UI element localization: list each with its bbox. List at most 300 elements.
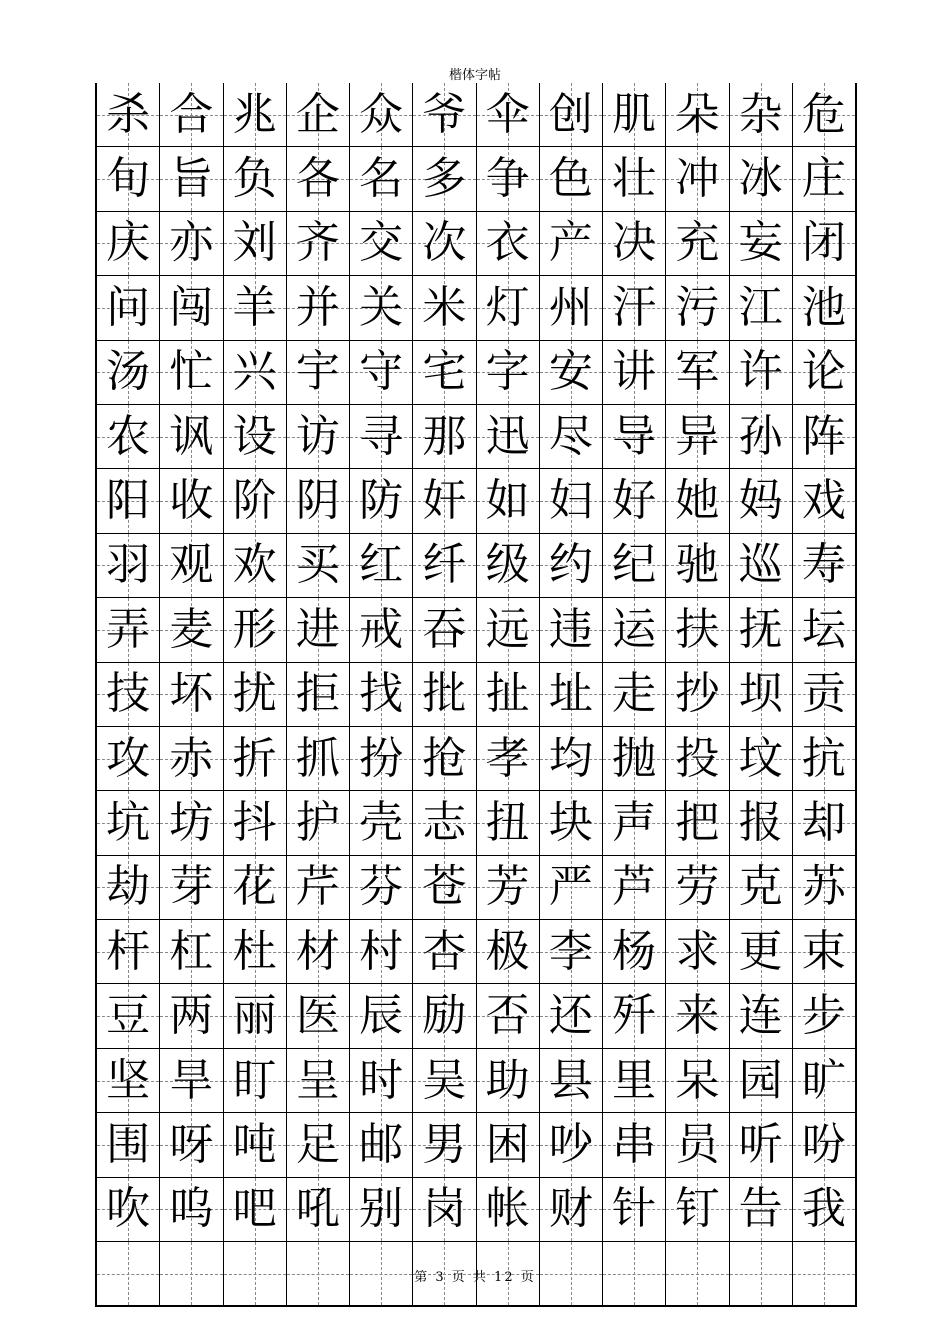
grid-row (97, 983, 855, 1047)
character-glyph: 争 (485, 153, 530, 205)
character-glyph: 齐 (295, 217, 340, 269)
grid-row (97, 726, 855, 790)
character-cell (160, 212, 223, 275)
character-cell (413, 341, 476, 404)
character-cell (350, 276, 413, 339)
character-glyph: 坏 (169, 668, 214, 720)
character-glyph: 阴 (295, 475, 340, 527)
character-glyph: 抢 (422, 732, 467, 784)
character-glyph: 各 (295, 153, 340, 205)
character-cell (160, 1178, 223, 1241)
character-glyph: 级 (485, 539, 530, 591)
character-cell (666, 663, 729, 726)
character-glyph: 吧 (232, 1183, 277, 1235)
character-glyph: 辰 (359, 990, 404, 1042)
character-glyph: 兴 (232, 346, 277, 398)
character-cell (666, 147, 729, 210)
character-cell (603, 984, 666, 1047)
character-cell (350, 791, 413, 854)
character-cell (224, 598, 287, 661)
character-glyph: 块 (548, 796, 593, 848)
character-cell (413, 1113, 476, 1176)
character-cell (793, 83, 855, 146)
character-glyph: 爷 (422, 88, 467, 140)
character-cell (97, 212, 160, 275)
character-cell (287, 276, 350, 339)
character-glyph: 羽 (106, 539, 151, 591)
character-cell (160, 469, 223, 532)
character-cell (413, 1049, 476, 1112)
character-cell (540, 83, 603, 146)
character-glyph: 色 (548, 153, 593, 205)
character-glyph: 好 (612, 475, 657, 527)
character-glyph: 坝 (738, 668, 783, 720)
character-glyph: 寻 (359, 410, 404, 462)
character-cell (350, 727, 413, 790)
character-cell (730, 1178, 793, 1241)
character-glyph: 众 (359, 88, 404, 140)
character-glyph: 旨 (169, 153, 214, 205)
character-cell (730, 405, 793, 468)
character-cell (350, 598, 413, 661)
character-glyph: 肌 (612, 88, 657, 140)
character-cell (413, 984, 476, 1047)
character-cell (350, 663, 413, 726)
character-glyph: 花 (232, 861, 277, 913)
character-cell (160, 405, 223, 468)
character-glyph: 男 (422, 1118, 467, 1170)
character-cell (350, 856, 413, 919)
character-glyph: 多 (422, 153, 467, 205)
character-cell (793, 1113, 855, 1176)
character-glyph: 材 (295, 925, 340, 977)
character-cell (477, 791, 540, 854)
character-glyph: 劫 (106, 861, 151, 913)
character-cell (413, 663, 476, 726)
character-glyph: 杏 (422, 925, 467, 977)
character-glyph: 芹 (295, 861, 340, 913)
character-glyph: 苏 (801, 861, 846, 913)
character-glyph: 汤 (106, 346, 151, 398)
character-glyph: 吹 (106, 1183, 151, 1235)
character-glyph: 芦 (612, 861, 657, 913)
character-cell (793, 1178, 855, 1241)
character-glyph: 励 (422, 990, 467, 1042)
character-glyph: 庄 (801, 153, 846, 205)
character-glyph: 芳 (485, 861, 530, 913)
character-glyph: 岗 (422, 1183, 467, 1235)
character-cell (540, 405, 603, 468)
character-cell (540, 791, 603, 854)
character-cell (97, 663, 160, 726)
character-glyph: 围 (106, 1118, 151, 1170)
character-glyph: 红 (359, 539, 404, 591)
character-cell (413, 534, 476, 597)
character-cell (666, 984, 729, 1047)
character-glyph: 充 (675, 217, 720, 269)
character-glyph: 次 (422, 217, 467, 269)
character-glyph: 旱 (169, 1054, 214, 1106)
character-glyph: 闭 (801, 217, 846, 269)
character-glyph: 阵 (801, 410, 846, 462)
character-cell (666, 341, 729, 404)
character-cell (540, 1049, 603, 1112)
character-cell (160, 920, 223, 983)
character-cell (540, 469, 603, 532)
character-glyph: 园 (738, 1054, 783, 1106)
character-cell (603, 1113, 666, 1176)
character-glyph: 江 (738, 281, 783, 333)
character-cell (793, 727, 855, 790)
character-glyph: 抚 (738, 603, 783, 655)
character-glyph: 阳 (106, 475, 151, 527)
character-glyph: 访 (295, 410, 340, 462)
character-cell (350, 469, 413, 532)
character-cell (793, 1049, 855, 1112)
character-glyph: 批 (422, 668, 467, 720)
character-glyph: 苍 (422, 861, 467, 913)
character-glyph: 却 (801, 796, 846, 848)
character-cell (477, 856, 540, 919)
character-glyph: 弄 (106, 603, 151, 655)
character-cell (730, 276, 793, 339)
character-cell (413, 920, 476, 983)
character-glyph: 导 (612, 410, 657, 462)
character-cell (350, 1113, 413, 1176)
character-glyph: 均 (548, 732, 593, 784)
character-glyph: 来 (675, 990, 720, 1042)
character-glyph: 盯 (232, 1054, 277, 1106)
character-glyph: 旬 (106, 153, 151, 205)
character-glyph: 合 (169, 88, 214, 140)
character-glyph: 村 (359, 925, 404, 977)
character-cell (666, 856, 729, 919)
character-glyph: 束 (801, 925, 846, 977)
character-glyph: 论 (801, 346, 846, 398)
character-glyph: 讽 (169, 410, 214, 462)
character-glyph: 收 (169, 475, 214, 527)
character-cell (730, 663, 793, 726)
character-glyph: 李 (548, 925, 593, 977)
character-glyph: 劳 (675, 861, 720, 913)
character-glyph: 污 (675, 281, 720, 333)
character-cell (793, 276, 855, 339)
character-glyph: 州 (548, 281, 593, 333)
character-glyph: 我 (801, 1183, 846, 1235)
character-glyph: 决 (612, 217, 657, 269)
character-cell (730, 212, 793, 275)
character-cell (97, 856, 160, 919)
character-glyph: 杀 (106, 88, 151, 140)
character-glyph: 池 (801, 281, 846, 333)
character-cell (603, 1178, 666, 1241)
character-cell (97, 276, 160, 339)
character-glyph: 米 (422, 281, 467, 333)
character-glyph: 坛 (801, 603, 846, 655)
character-cell (224, 727, 287, 790)
character-cell (350, 534, 413, 597)
character-glyph: 妄 (738, 217, 783, 269)
character-glyph: 坟 (738, 732, 783, 784)
character-cell (793, 791, 855, 854)
character-glyph: 呈 (295, 1054, 340, 1106)
grid-row (97, 597, 855, 661)
character-cell (160, 147, 223, 210)
character-cell (160, 276, 223, 339)
character-cell (730, 1049, 793, 1112)
character-glyph: 庆 (106, 217, 151, 269)
character-glyph: 严 (548, 861, 593, 913)
character-glyph: 呜 (169, 1183, 214, 1235)
character-glyph: 抛 (612, 732, 657, 784)
character-cell (603, 1049, 666, 1112)
character-glyph: 戏 (801, 475, 846, 527)
grid-row (97, 1048, 855, 1112)
character-glyph: 运 (612, 603, 657, 655)
character-glyph: 拒 (295, 668, 340, 720)
character-glyph: 连 (738, 990, 783, 1042)
character-glyph: 抄 (675, 668, 720, 720)
character-cell (540, 856, 603, 919)
grid-row (97, 855, 855, 919)
character-glyph: 壮 (612, 153, 657, 205)
character-cell (730, 469, 793, 532)
character-glyph: 巡 (738, 539, 783, 591)
character-glyph: 纪 (612, 539, 657, 591)
character-cell (603, 598, 666, 661)
character-glyph: 折 (232, 732, 277, 784)
character-cell (224, 83, 287, 146)
character-glyph: 两 (169, 990, 214, 1042)
character-glyph: 还 (548, 990, 593, 1042)
character-cell (287, 212, 350, 275)
character-cell (413, 276, 476, 339)
character-glyph: 兆 (232, 88, 277, 140)
character-glyph: 坊 (169, 796, 214, 848)
character-cell (97, 1049, 160, 1112)
character-glyph: 报 (738, 796, 783, 848)
character-cell (413, 727, 476, 790)
page-footer-number: 第 3 页 共 12 页 (414, 1270, 536, 1285)
character-cell (413, 469, 476, 532)
character-glyph: 孝 (485, 732, 530, 784)
character-glyph: 医 (295, 990, 340, 1042)
character-cell (540, 598, 603, 661)
character-glyph: 驰 (675, 539, 720, 591)
character-cell (730, 83, 793, 146)
character-glyph: 妇 (548, 475, 593, 527)
character-glyph: 别 (359, 1183, 404, 1235)
character-cell (350, 1049, 413, 1112)
character-cell (730, 598, 793, 661)
character-cell (224, 147, 287, 210)
character-cell (730, 856, 793, 919)
character-glyph: 远 (485, 603, 530, 655)
character-glyph: 违 (548, 603, 593, 655)
character-glyph: 扯 (485, 668, 530, 720)
character-cell (413, 83, 476, 146)
character-cell (793, 984, 855, 1047)
character-cell (350, 920, 413, 983)
character-glyph: 关 (359, 281, 404, 333)
character-glyph: 赤 (169, 732, 214, 784)
character-glyph: 闯 (169, 281, 214, 333)
character-glyph: 壳 (359, 796, 404, 848)
character-cell (730, 341, 793, 404)
character-cell (477, 663, 540, 726)
character-cell (477, 147, 540, 210)
character-glyph: 极 (485, 925, 530, 977)
character-cell (730, 534, 793, 597)
character-cell (160, 1113, 223, 1176)
grid-row (97, 790, 855, 854)
character-cell (793, 663, 855, 726)
character-glyph: 声 (612, 796, 657, 848)
character-glyph: 告 (738, 1183, 783, 1235)
character-glyph: 投 (675, 732, 720, 784)
character-glyph: 址 (548, 668, 593, 720)
character-cell (540, 1178, 603, 1241)
character-cell (540, 276, 603, 339)
character-glyph: 负 (232, 153, 277, 205)
character-cell (477, 1113, 540, 1176)
character-cell (413, 405, 476, 468)
page-header-title: 楷体字帖 (448, 68, 501, 83)
character-glyph: 买 (295, 539, 340, 591)
character-cell (477, 920, 540, 983)
character-glyph: 串 (612, 1118, 657, 1170)
character-cell (793, 469, 855, 532)
character-cell (730, 147, 793, 210)
character-cell (730, 1113, 793, 1176)
character-glyph: 亦 (169, 217, 214, 269)
grid-row (97, 468, 855, 532)
character-cell (350, 212, 413, 275)
character-glyph: 冲 (675, 153, 720, 205)
character-cell (287, 791, 350, 854)
character-cell (540, 663, 603, 726)
character-cell (603, 727, 666, 790)
character-cell (477, 405, 540, 468)
character-glyph: 呀 (169, 1118, 214, 1170)
character-glyph: 设 (232, 410, 277, 462)
character-glyph: 抓 (295, 732, 340, 784)
grid-row (97, 1177, 855, 1241)
character-glyph: 扭 (485, 796, 530, 848)
character-glyph: 坑 (106, 796, 151, 848)
character-glyph: 旷 (801, 1054, 846, 1106)
character-cell (224, 791, 287, 854)
character-cell (603, 534, 666, 597)
character-cell (793, 405, 855, 468)
character-cell (666, 469, 729, 532)
character-cell (287, 984, 350, 1047)
character-glyph: 羊 (232, 281, 277, 333)
character-glyph: 欢 (232, 539, 277, 591)
character-glyph: 芬 (359, 861, 404, 913)
character-cell (793, 341, 855, 404)
character-cell (287, 534, 350, 597)
character-cell (477, 534, 540, 597)
character-glyph: 攻 (106, 732, 151, 784)
character-cell (603, 147, 666, 210)
character-glyph: 阶 (232, 475, 277, 527)
grid-row (97, 146, 855, 210)
character-glyph: 问 (106, 281, 151, 333)
character-cell (287, 83, 350, 146)
grid-row (97, 404, 855, 468)
character-cell (477, 83, 540, 146)
character-cell (666, 405, 729, 468)
character-cell (160, 791, 223, 854)
character-glyph: 刘 (232, 217, 277, 269)
character-cell (224, 920, 287, 983)
character-cell (350, 341, 413, 404)
grid-row (97, 211, 855, 275)
character-cell (413, 856, 476, 919)
character-cell (160, 534, 223, 597)
character-cell (287, 1113, 350, 1176)
character-glyph: 坚 (106, 1054, 151, 1106)
character-glyph: 否 (485, 990, 530, 1042)
character-cell (287, 1178, 350, 1241)
character-cell (666, 598, 729, 661)
character-cell (287, 147, 350, 210)
character-glyph: 宇 (295, 346, 340, 398)
character-glyph: 忙 (169, 346, 214, 398)
character-cell (97, 83, 160, 146)
character-cell (97, 727, 160, 790)
character-cell (224, 469, 287, 532)
character-glyph: 员 (675, 1118, 720, 1170)
character-glyph: 钉 (675, 1183, 720, 1235)
character-cell (603, 920, 666, 983)
character-cell (793, 534, 855, 597)
grid-row (97, 83, 855, 146)
character-cell (97, 598, 160, 661)
character-cell (97, 341, 160, 404)
character-glyph: 那 (422, 410, 467, 462)
character-cell (793, 920, 855, 983)
character-cell (666, 212, 729, 275)
character-glyph: 字 (485, 346, 530, 398)
character-glyph: 时 (359, 1054, 404, 1106)
character-cell (540, 341, 603, 404)
character-cell (603, 83, 666, 146)
character-glyph: 约 (548, 539, 593, 591)
character-glyph: 麦 (169, 603, 214, 655)
character-cell (666, 83, 729, 146)
character-cell (97, 1113, 160, 1176)
character-glyph: 助 (485, 1054, 530, 1106)
character-glyph: 形 (232, 603, 277, 655)
character-glyph: 步 (801, 990, 846, 1042)
character-glyph: 吩 (801, 1118, 846, 1170)
character-cell (603, 663, 666, 726)
character-cell (793, 212, 855, 275)
character-cell (413, 212, 476, 275)
character-cell (666, 727, 729, 790)
character-glyph: 呆 (675, 1054, 720, 1106)
character-cell (287, 727, 350, 790)
character-cell (224, 341, 287, 404)
grid-row (97, 662, 855, 726)
character-cell (160, 984, 223, 1047)
character-cell (730, 727, 793, 790)
character-glyph: 纤 (422, 539, 467, 591)
grid-row (97, 1112, 855, 1176)
character-glyph: 戒 (359, 603, 404, 655)
